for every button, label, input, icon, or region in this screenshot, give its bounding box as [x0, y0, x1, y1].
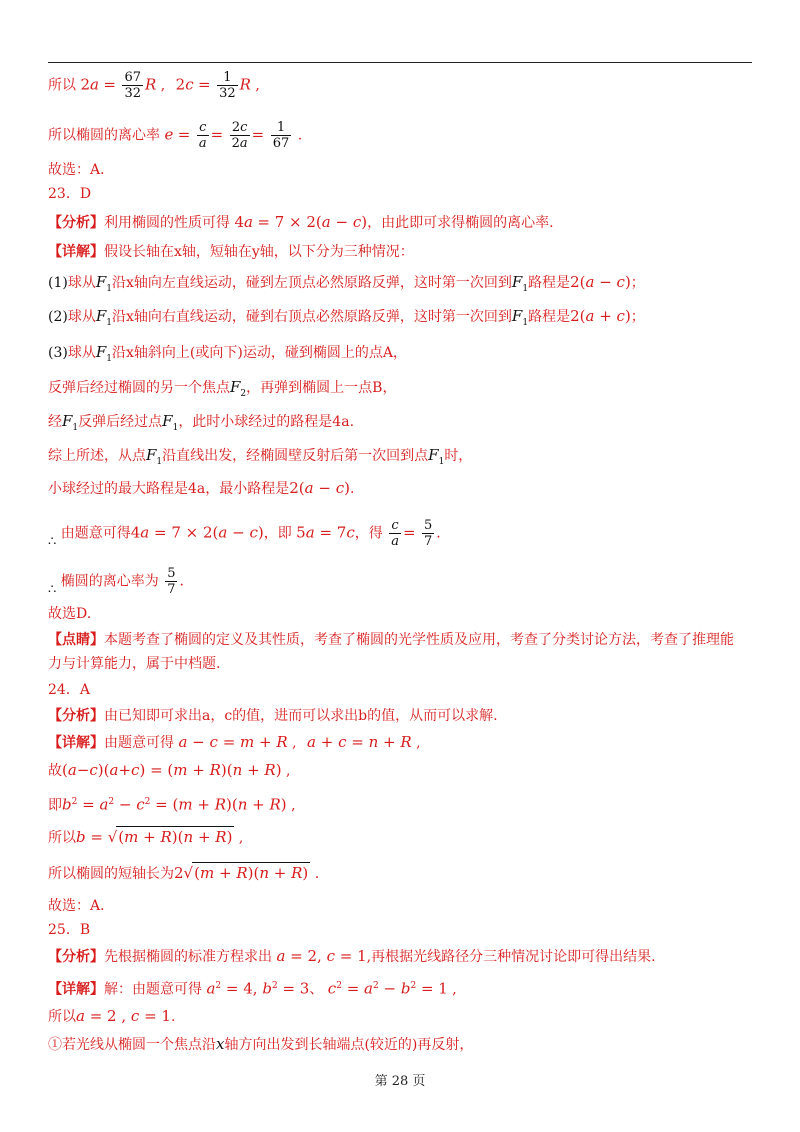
q23-eccentricity: ∴ 椭圆的离心率为 $\frac{5}{7}$ . — [48, 566, 184, 598]
q23-case-2: (2)球从$F_1$沿x轴向右直线运动，碰到右顶点必然原路反弹，这时第一次回到$F_1$路程是2(a + c)； — [48, 307, 645, 328]
q24-analysis: 【分析】由已知即可求出a，c的值，进而可以求出b的值，从而可以求解. — [48, 708, 498, 724]
q24-header: 24．A — [48, 682, 90, 698]
page-footer: 第 28 页 — [374, 1074, 426, 1089]
q23-header: 23．D — [48, 186, 92, 202]
q23-case-1: (1)球从$F_1$沿x轴向左直线运动，碰到左顶点必然原路反弹，这时第一次回到$F_1$路程是2(a − c)； — [48, 273, 645, 294]
q25-values: 所以a = 2 , c = 1. — [48, 1007, 176, 1025]
q25-analysis: 【分析】先根据椭圆的标准方程求出 a = 2, c = 1,再根据光线路径分三种情况讨论即可得出结果. — [48, 947, 656, 965]
q23-via: 经$F_1$反弹后经过点$F_1$，此时小球经过的路程是4a. — [48, 412, 355, 433]
q24-short-axis: 所以椭圆的短轴长为2√(m + R)(n + R) . — [48, 864, 320, 882]
q23-min-max: 小球经过的最大路程是4a，最小路程是2(a − c). — [48, 479, 355, 497]
q25-header: 25．B — [48, 922, 91, 938]
q24-b: 所以b = √(m + R)(n + R) , — [48, 828, 244, 846]
q24-product: 故(a−c)(a+c) = (m + R)(n + R) , — [48, 761, 291, 779]
choice-23: 故选D. — [48, 606, 92, 622]
q25-case-1: ①若光线从椭圆一个焦点沿x轴方向出发到长轴端点(较近的)再反射， — [48, 1035, 474, 1053]
q23-bounce: 反弹后经过椭圆的另一个焦点$F_2$，再弹到椭圆上一点B， — [48, 378, 397, 399]
q23-case-3: (3)球从$F_1$沿x轴斜向上(或向下)运动，碰到椭圆上的点A， — [48, 343, 407, 364]
q23-comment-2: 力与计算能力，属于中档题. — [48, 656, 221, 672]
choice-22: 故选：A. — [48, 162, 105, 178]
q23-analysis: 【分析】利用椭圆的性质可得 4a = 7 × 2(a − c)，由此即可求得椭圆的离心率. — [48, 213, 554, 231]
q24-b-squared: 即$b^2 = a^2 - c^2 = (m + R)(n + R)$ , — [48, 795, 296, 814]
q25-detail: 【详解】解：由题意可得 $a^2 = 4$, $b^2 = 3$、 $c^2 = a^2 - b^2 = 1$ , — [48, 979, 457, 998]
q23-comment: 【点睛】本题考查了椭圆的定义及其性质，考查了椭圆的光学性质及应用，考查了分类讨论方法，考查了推理能 — [48, 632, 734, 648]
line-eccentricity-22: 所以椭圆的离心率 e = $\frac{c}{a}$ = $\frac{2c}{2a}$ = $\frac{1}{67}$ . — [48, 120, 303, 151]
q23-equation: ∴ 由题意可得4a = 7 × 2(a − c)，即 5a = 7c，得 $\frac{c}{a}$ = $\frac{5}{7}$ . — [48, 518, 441, 550]
top-rule — [48, 62, 752, 63]
q23-detail: 【详解】假设长轴在x轴，短轴在y轴，以下分为三种情况： — [48, 244, 414, 260]
q23-summary: 综上所述，从点$F_1$沿直线出发，经椭圆壁反射后第一次回到点$F_1$时， — [48, 446, 473, 467]
line-2a-2c: 所以 2a = $\frac{67}{32}$ R , 2c = $\frac{1}{32}$ R , — [48, 70, 260, 101]
q24-detail: 【详解】由题意可得 a − c = m + R , a + c = n + R , — [48, 733, 421, 751]
choice-24: 故选：A. — [48, 898, 105, 914]
